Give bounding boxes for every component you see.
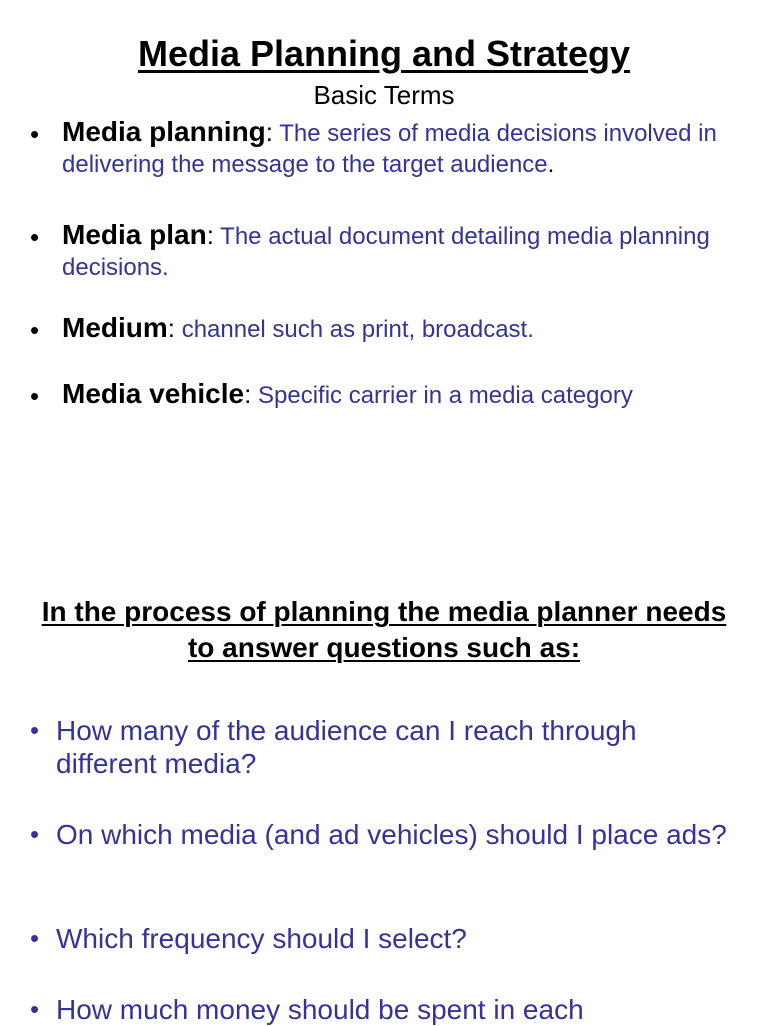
bullet-icon: • [30,315,40,345]
bullet-icon: • [30,994,40,1024]
term-definition: channel such as print, broadcast. [181,316,534,343]
bullet-icon: • [30,819,40,849]
term-definition: Specific carrier in a media category [258,382,633,409]
term-definition: The actual document detailing media planning decisions. [62,223,710,281]
term-colon: : [206,220,214,250]
term-period: . [547,151,555,178]
bullet-icon: • [30,923,40,953]
term-name: Media planning [62,116,266,147]
term-name: Medium [62,312,168,343]
question-text: How much money should be spent in each [56,994,584,1025]
page-subtitle: Basic Terms [313,80,455,110]
term-colon: : [265,117,274,147]
term-colon: : [167,313,176,343]
question-text: How many of the audience can I reach through different media? [56,715,637,779]
question-text: On which media (and ad vehicles) should I place ads? [56,819,727,850]
term-colon: : [244,379,252,409]
bullet-icon: • [30,715,40,745]
bullet-icon: • [30,119,40,149]
section-heading-line-2: to answer questions such as: [187,632,581,663]
section-heading-line-1: In the process of planning the media planner needs [41,596,727,627]
question-text: Which frequency should I select? [56,923,467,954]
section-heading [0,594,768,666]
term-name: Media plan [62,219,207,250]
term-name: Media vehicle [62,378,245,409]
bullet-icon: • [30,222,40,252]
page-title: Media Planning and Strategy [137,33,631,74]
term-definition: The series of media decisions involved in delivering the message to the target audience [62,120,717,178]
bullet-icon: • [30,381,40,411]
